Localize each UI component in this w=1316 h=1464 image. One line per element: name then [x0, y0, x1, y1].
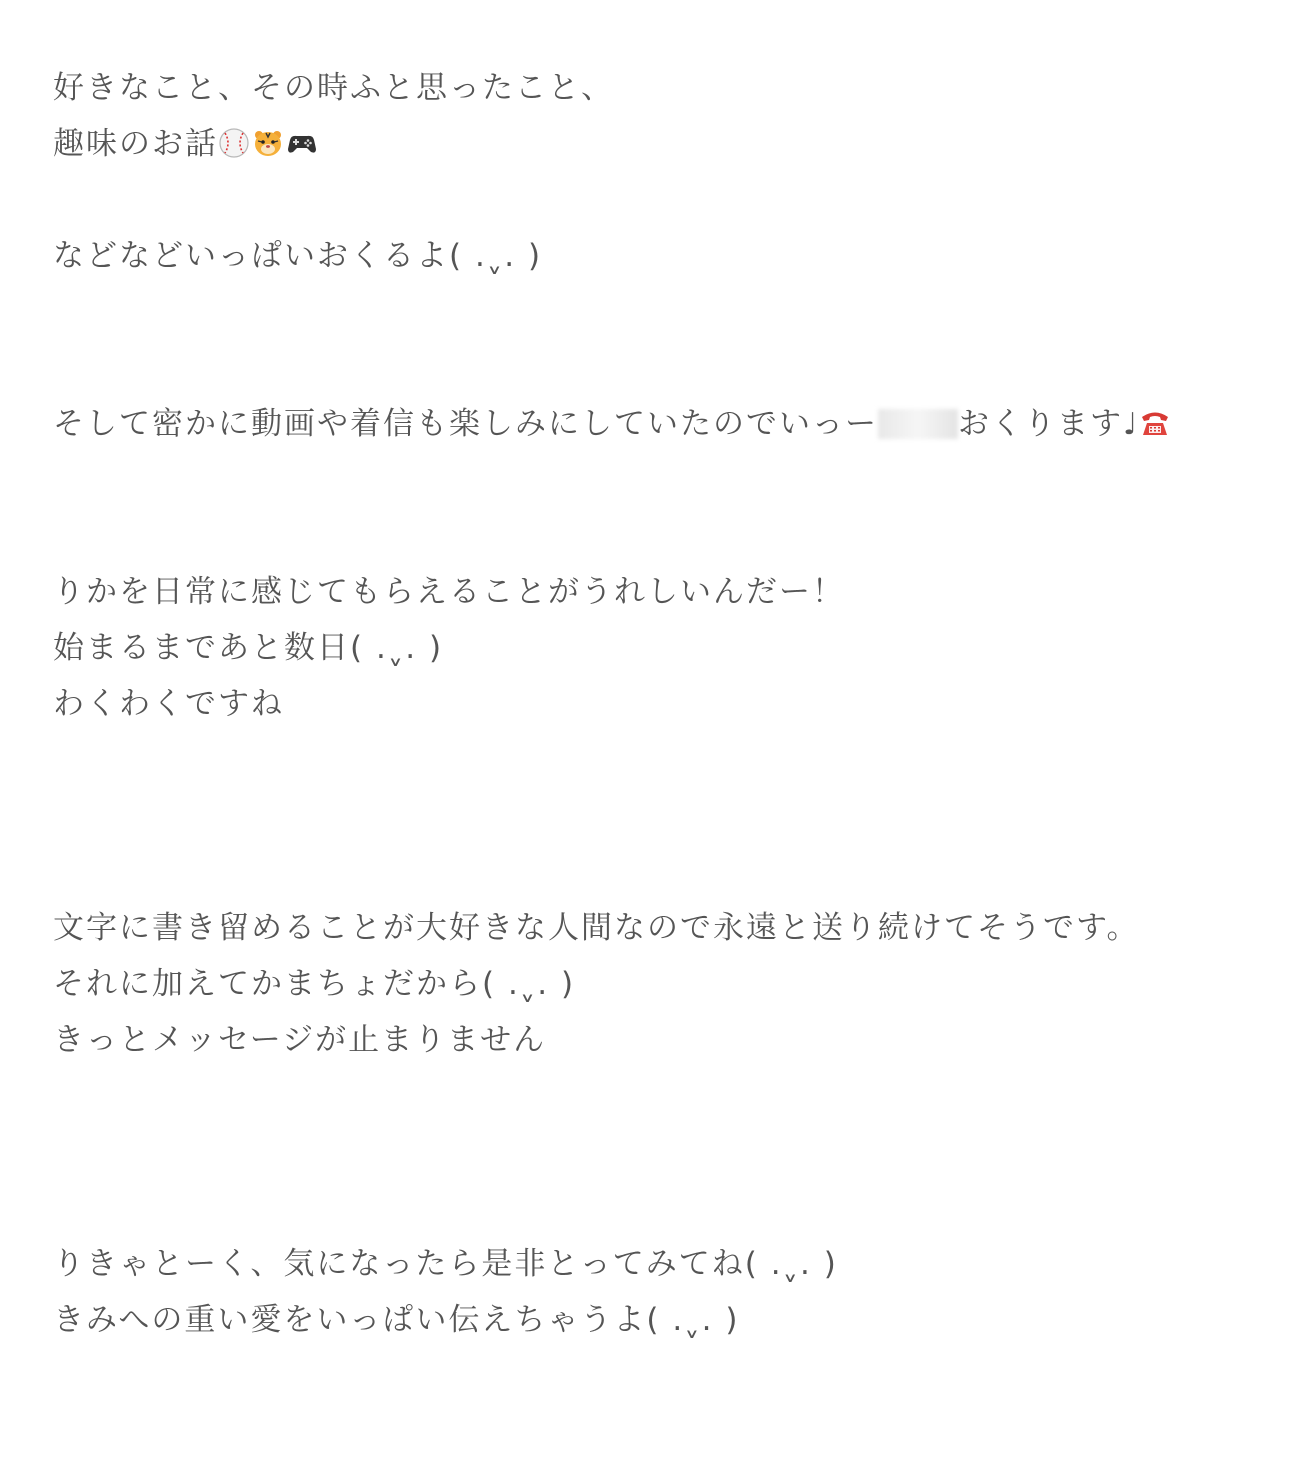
- music-note-icon: ♩: [1123, 407, 1140, 442]
- text-line: 文字に書き留めることが大好きな人間なので永遠と送り続けてそうです。: [53, 910, 1140, 946]
- text-line: 始まるまであと数日( .ˬ. ): [53, 630, 444, 666]
- telephone-icon: [1139, 407, 1171, 439]
- game-controller-icon: [286, 127, 318, 159]
- text-line: [53, 116, 1273, 172]
- tiger-face-icon: [252, 127, 284, 159]
- text-line-content: おくります: [958, 406, 1123, 442]
- blank-line: [53, 788, 1273, 844]
- blank-line: [53, 844, 1273, 900]
- blank-line: [53, 1068, 1273, 1124]
- text-line: わくわくですね: [53, 686, 284, 722]
- blurred-text: [878, 409, 958, 439]
- blank-line: [53, 172, 1273, 228]
- text-line: [53, 396, 1273, 452]
- text-line: 好きなこと、その時ふと思ったこと、: [53, 70, 614, 106]
- text-line: きみへの重い愛をいっぱい伝えちゃうよ( .ˬ. ): [53, 1302, 740, 1338]
- message-body: [53, 60, 1273, 1348]
- blank-line: [53, 732, 1273, 788]
- text-line: りきゃとーく、気になったら是非とってみてね( .ˬ. ): [53, 1246, 838, 1282]
- blank-line: [53, 452, 1273, 508]
- text-line-content: 趣味のお話: [53, 126, 218, 162]
- blank-line: [53, 340, 1273, 396]
- text-line: りかを日常に感じてもらえることがうれしいんだー！: [53, 574, 845, 610]
- blank-line: [53, 1180, 1273, 1236]
- text-line-content: そして密かに動画や着信も楽しみにしていたのでいっー: [53, 406, 878, 442]
- baseball-icon: [218, 127, 250, 159]
- text-line: それに加えてかまちょだから( .ˬ. ): [53, 966, 576, 1002]
- blank-line: [53, 284, 1273, 340]
- text-line: きっとメッセージが止まりません: [53, 1022, 547, 1058]
- text-line: などなどいっぱいおくるよ( .ˬ. ): [53, 238, 543, 274]
- blank-line: [53, 1124, 1273, 1180]
- blank-line: [53, 508, 1273, 564]
